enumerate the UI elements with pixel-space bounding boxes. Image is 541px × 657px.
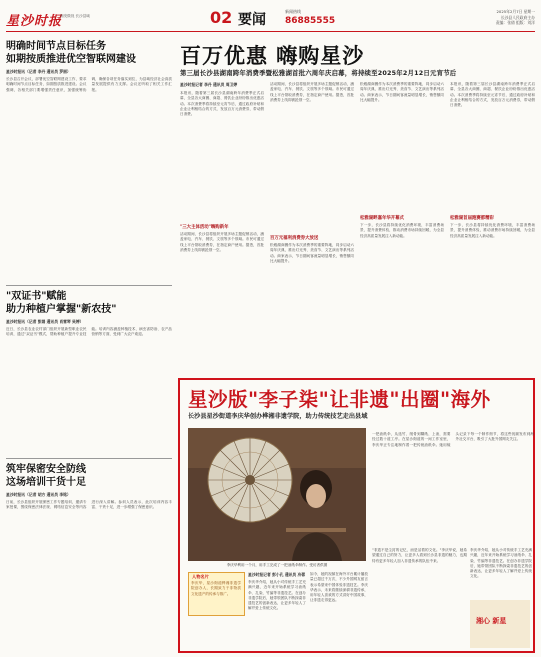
feature-column-3 (372, 548, 467, 646)
newspaper-logo: 星沙时报 (6, 14, 63, 29)
feature-photo (188, 428, 366, 561)
article-dual-certificate (6, 290, 172, 465)
masthead (0, 0, 541, 36)
article-confidentiality (6, 463, 172, 650)
top-story-headline: 百万优惠 嗨购星沙 (180, 43, 365, 68)
oil-paper-umbrella-illustration (188, 428, 366, 561)
feature-column-4 (470, 548, 532, 596)
column-divider (6, 285, 172, 286)
article-byline: 星沙时报讯（记者 胡方 通讯员 李铭） (6, 492, 71, 497)
top-story-text: 下一步，长沙县将持续优化消费环境，丰富消费场景，提升消费体验，推动消费市场持续回暖，为全县经济高质量发展注入新动能。 (360, 223, 444, 238)
top-story-column-1 (180, 82, 264, 332)
person-profile-title: 人物名片 (192, 574, 209, 579)
top-story-subhead: 松雅湖畔嘉年华开幕式 (360, 216, 404, 221)
top-story-subhead: "三大主体活动"嗨购新年 (180, 225, 229, 230)
top-story-subheadline: 第三届长沙县湖南跨年消费季暨松雅湖首批六周年庆启幕，将持续至2025年2月12日元宵节后 (180, 69, 457, 77)
feature-column-right-upper (372, 432, 534, 542)
feature-text: 李庆华介绍，她从小对传统手工艺充满兴趣，近年来开始系统学习油纸伞、扎染、竹编等非遗技艺。在创办非遗学院后，她带领团队不断探索非遗技艺的创新表达，让更多年轻人了解并爱上传统文化。 (248, 580, 306, 611)
feature-byline: 星沙时报记者 彭小孔 通讯员 冷蓉 (248, 572, 306, 577)
top-story-text: 下一步，长沙县将持续优化消费环境，丰富消费场景，提升消费体验，推动消费市场持续回暖，为全县经济高质量发展注入新动能。 (450, 223, 535, 238)
editor-line: 责编：张倩 组版：刘洋 (495, 20, 535, 25)
top-story-text: 活动期间，长沙县将组织开展多场主题促销活动，涵盖家电、汽车、餐饮、文旅等多个领域。市民可通过线上平台领取消费券，在指定商户使用。据悉，首批消费券上线即被抢领一空。 (270, 82, 354, 102)
article-optical-network (6, 40, 172, 249)
publisher-line: 长沙县人民政府主办 (500, 14, 535, 20)
top-story-column-2 (270, 82, 354, 363)
top-story-text: 松雅湖商圈作为本次消费季的重要阵地，同步启动六周年庆典，推出灯光秀、美食节、文艺演出等系列活动。商家表示，节日期间客流量明显增长，销售额同比大幅提升。 (360, 82, 444, 102)
hotline-label: 新闻热线 (285, 9, 301, 14)
top-story-column-3 (360, 82, 444, 353)
hotline-number: 86885555 (285, 16, 336, 26)
top-story-text: 活动期间，长沙县将组织开展多场主题促销活动，涵盖家电、汽车、餐饮、文旅等多个领域。市民可通过线上平台领取消费券，在指定商户使用。据悉，首批消费券上线即被抢领一空。 (180, 232, 264, 252)
top-story-text: 本报讯，随着第三届长沙县湖南跨年消费季正式启幕，全县各大商圈、商超、餐饮企业纷纷推出优惠活动。本次消费季将持续至元宵节后，通过政府补贴和企业让利相结合的方式，发放百万元消费券，带动假日消费。 (180, 91, 264, 117)
article-body: 近日，长沙县农业农村部门组织开展新型职业农民培训，通过"双证书"模式，帮助种植户提升专业技能。培训内容涵盖种植技术、病虫害防治、农产品营销等方面，受到广大农户欢迎。 (6, 327, 172, 337)
date-info (400, 9, 535, 26)
feature-column-2 (310, 572, 368, 646)
article-byline: 星沙时报讯（记者 彭娟 通讯员 肖雪琴 吴婷） (6, 319, 84, 324)
date-line: 2025年2月7日 星期一 (496, 9, 535, 14)
article-headline-line1: 明确时间节点目标任务 (6, 41, 106, 52)
article-headline-line2: 如期按质推进优空智联网建设 (6, 54, 136, 65)
person-profile-text: 李庆华，星沙街道桦湘非遗学院创办人，长期致力于非物质文化遗产的传承与推广。 (191, 581, 241, 596)
article-headline-line1: "双证书"赋能 (6, 291, 67, 302)
advertisement-text: 湘心 新星 (476, 617, 507, 625)
feature-text: 一把油纸伞，从选竹、削骨到糊纸、上油，需要经过数十道工序。在星沙街道的一间工作室里，李庆华正专注地制作着一把传统油纸伞。她用镜头记录下每一个制作细节，将这些视频发布到海外社交平台，吸引了大批外国网友关注。 (372, 432, 534, 447)
top-story-subhead: 百万元福利消费券大放送 (270, 236, 319, 241)
top-story-byline: 星沙时报记者 李丹 通讯员 周卫婷 (180, 82, 238, 87)
feature-subheadline: 长沙县星沙街道李庆华创办桦湘非遗学院，助力传统技艺走出县域 (188, 413, 368, 420)
feature-text: "非遗不是尘封的记忆，而是活着的文化。"李庆华说，她希望通过自己的努力，让更多人看到长沙县非遗的魅力，也期待有更多年轻人加入非遗传承的队伍中来。 (372, 548, 467, 563)
article-byline: 星沙时报讯（记者 李丹 通讯员 罗丽） (6, 69, 71, 74)
article-body: 日前，长沙县组织开展保密工作专题培训，邀请专家授课，围绕保密法律法规、网络信息安全等内容进行深入讲解。参训人员表示，此次培训内容丰富、干货十足，进一步增强了保密意识。 (6, 500, 172, 510)
advertisement-box (470, 600, 530, 648)
logo-subtitle: 湘发微视 长沙县域 (60, 14, 90, 18)
masthead-divider (6, 31, 535, 32)
article-body: 长沙县召开会议，部署优空智联网建设工作，要求明确时间节点目标任务，如期按质推进建设。会议强调，各相关部门要增强责任意识，加强统筹协调，确保各项任务落实到位，为县域经济社会高质量发展提供有力支撑。会议还听取了相关工作汇报。 (6, 77, 172, 92)
feature-text: 李庆华介绍，她从小对传统手工艺充满兴趣，近年来开始系统学习油纸伞、扎染、竹编等非遗技艺。在创办非遗学院后，她带领团队不断探索非遗技艺的创新表达，让更多年轻人了解并爱上传统文化。 (470, 548, 532, 579)
top-story-subhead: 松雅湖首届跑赛都精彩 (450, 216, 494, 221)
photo-caption: 李庆华利用一个月，用手工完成了一把油纸伞制作。受访者供图 (226, 563, 328, 567)
top-story-column-4 (450, 82, 535, 353)
top-story-text: 松雅湖商圈作为本次消费季的重要阵地，同步启动六周年庆典，推出灯光秀、美食节、文艺演出等系列活动。商家表示，节日期间客流量明显增长，销售额同比大幅提升。 (270, 243, 354, 263)
feature-headline: 星沙版"李子柒"让非遗"出圈"海外 (188, 388, 491, 411)
article-headline-line2: 助力种植户掌握"新农技" (6, 304, 117, 315)
article-headline-line1: 筑牢保密安全防线 (6, 464, 86, 475)
section-title: 要闻 (238, 12, 266, 28)
page-number: 02 (210, 8, 233, 27)
column-divider (6, 458, 172, 459)
feature-text: 如今，她的视频在海外平台累计播放量已超过千万次，不少外国网友留言表示希望来中国体验非遗技艺。李庆华表示，未来将继续深耕非遗传承，用年轻人喜欢的方式讲好中国故事，让非遗走得更远。 (310, 572, 368, 603)
top-story-text: 本报讯，随着第三届长沙县湖南跨年消费季正式启幕，全县各大商圈、商超、餐饮企业纷纷推出优惠活动。本次消费季将持续至元宵节后，通过政府补贴和企业让利相结合的方式，发放百万元消费券，带动假日消费。 (450, 82, 535, 108)
feature-column-1 (248, 572, 306, 642)
article-headline-line2: 这场培训干货十足 (6, 477, 86, 488)
